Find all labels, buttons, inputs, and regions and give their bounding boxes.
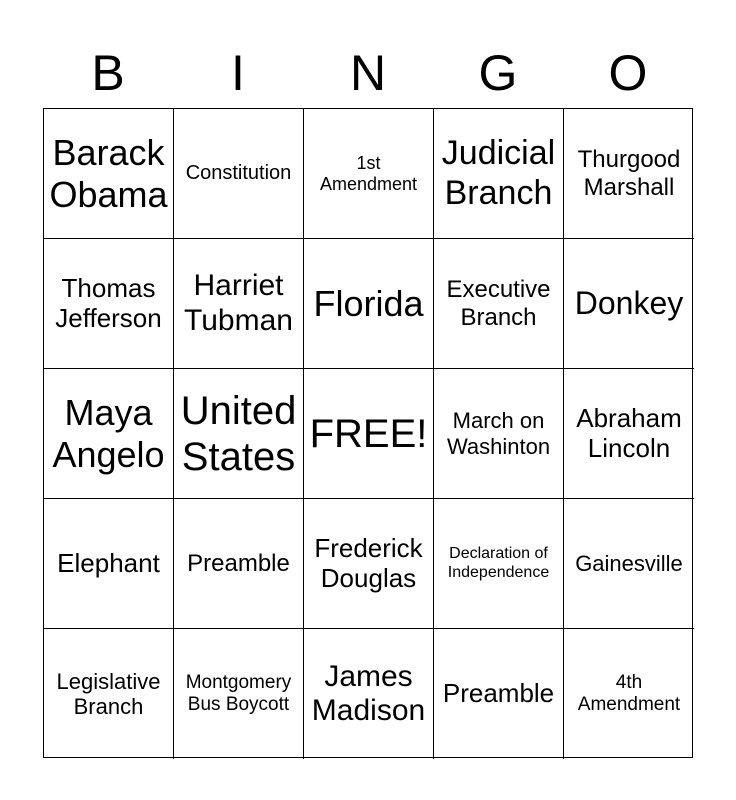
bingo-cell[interactable]: Judicial Branch: [434, 109, 564, 239]
header-letter-n: N: [349, 45, 387, 101]
bingo-cell[interactable]: Maya Angelo: [44, 369, 174, 499]
bingo-cell[interactable]: Legislative Branch: [44, 629, 174, 759]
bingo-cell[interactable]: March on Washinton: [434, 369, 564, 499]
bingo-cell[interactable]: Abraham Lincoln: [564, 369, 694, 499]
bingo-cell[interactable]: Elephant: [44, 499, 174, 629]
bingo-cell[interactable]: Thomas Jefferson: [44, 239, 174, 369]
bingo-cell[interactable]: Gainesville: [564, 499, 694, 629]
bingo-cell[interactable]: 1st Amendment: [304, 109, 434, 239]
header-letter-g: G: [478, 45, 518, 101]
bingo-cell[interactable]: 4th Amendment: [577, 672, 681, 715]
bingo-cell[interactable]: Constitution: [174, 109, 304, 239]
bingo-cell[interactable]: Donkey: [564, 239, 694, 369]
bingo-header: [43, 40, 693, 106]
bingo-cell[interactable]: Frederick Douglas: [304, 499, 434, 629]
bingo-cell[interactable]: Montgomery Bus Boycott: [174, 629, 304, 759]
bingo-grid: [43, 108, 693, 758]
bingo-cell[interactable]: Thurgood Marshall: [564, 109, 694, 239]
bingo-cell[interactable]: Barack Obama: [44, 109, 174, 239]
bingo-cell[interactable]: James Madison: [304, 629, 434, 759]
bingo-cell-free[interactable]: FREE!: [304, 369, 434, 499]
bingo-cell[interactable]: Harriet Tubman: [174, 239, 304, 369]
bingo-cell[interactable]: Executive Branch: [434, 239, 564, 369]
header-letter-i: I: [231, 45, 245, 101]
header-letter-b: B: [91, 45, 125, 101]
bingo-cell[interactable]: Declaration of Independence: [434, 499, 564, 629]
bingo-cell[interactable]: Florida: [304, 239, 434, 369]
bingo-cell[interactable]: Preamble: [174, 499, 304, 629]
bingo-cell[interactable]: United States: [174, 369, 304, 499]
header-letter-o: O: [608, 45, 648, 101]
bingo-cell[interactable]: Preamble: [434, 629, 564, 759]
